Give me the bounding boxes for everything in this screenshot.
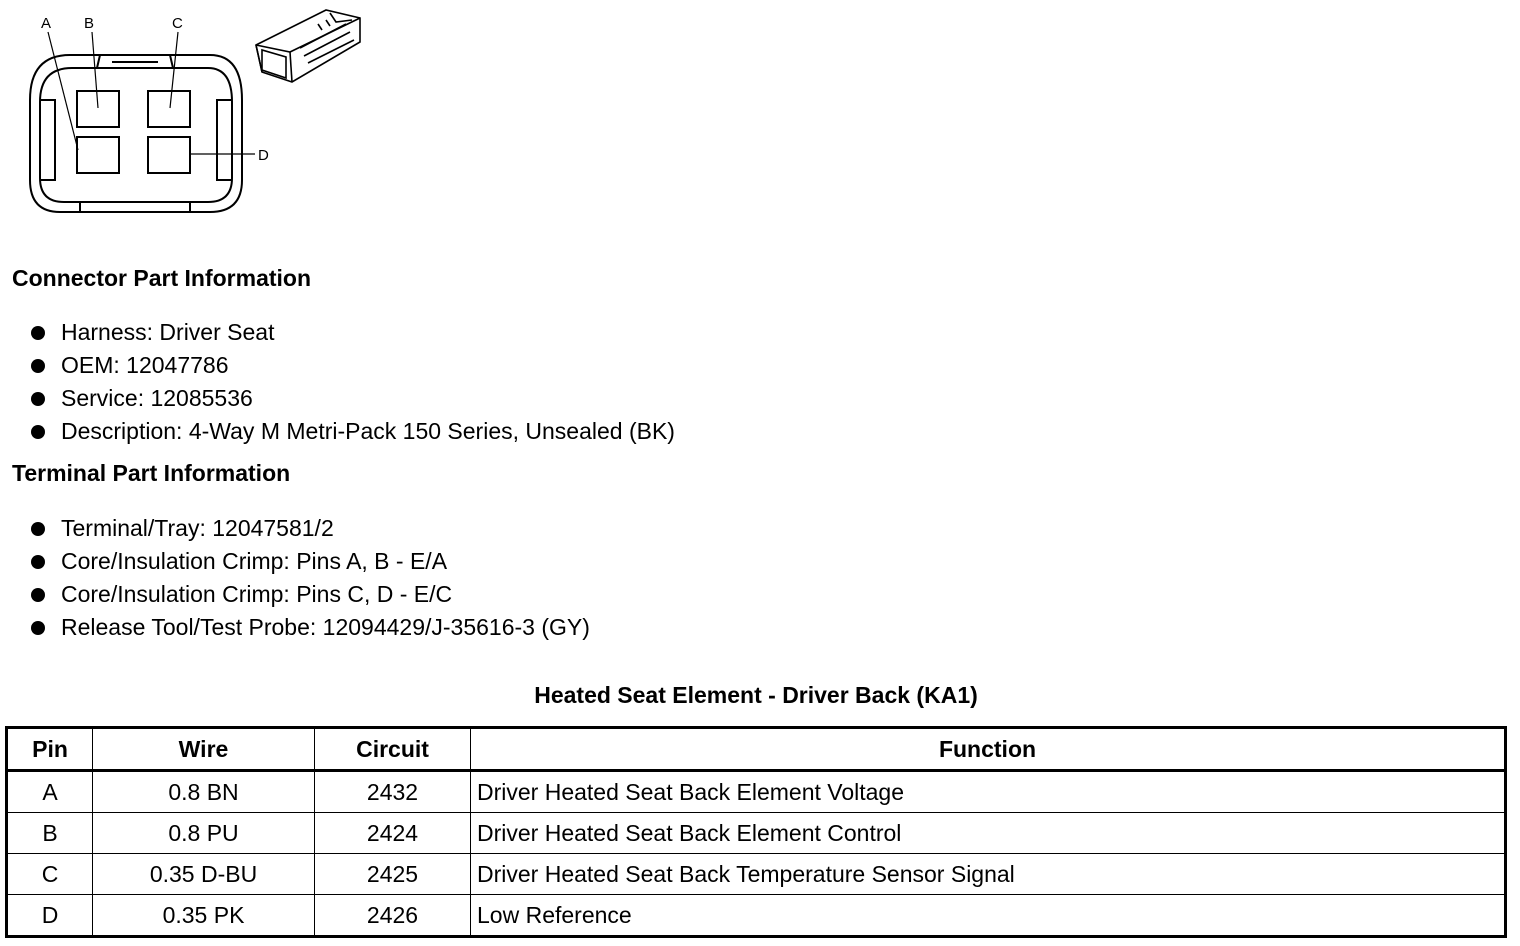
cell-pin: A [7,771,93,813]
connector-outer-shell [30,55,242,212]
bullet-icon [31,588,45,602]
bullet-icon [31,392,45,406]
list-item [30,512,590,545]
column-header-pin: Pin [7,728,93,771]
pin-table-title: Heated Seat Element - Driver Back (KA1) [534,682,978,708]
cell-function: Driver Heated Seat Back Element Voltage [471,771,1506,813]
bullet-icon [31,359,45,373]
list-item [30,382,675,415]
cell-wire: 0.8 BN [93,771,315,813]
connector-info-list [30,316,675,448]
cell-wire: 0.8 PU [93,813,315,854]
list-item [30,578,590,611]
cell-wire: 0.35 D-BU [93,854,315,895]
cell-function: Driver Heated Seat Back Element Control [471,813,1506,854]
connector-3d-icon [256,10,360,82]
list-item-text: Core/Insulation Crimp: Pins C, D - E/C [61,581,453,607]
connector-diagram [0,0,460,230]
pin-label-d: D [258,147,269,164]
cavity-d [148,137,190,173]
cell-pin: C [7,854,93,895]
connector-inner-shell [40,68,232,202]
cavity-a [77,91,119,127]
list-item-text: Harness: Driver Seat [61,319,275,345]
column-header-function: Function [471,728,1506,771]
table-row [7,895,1506,937]
cell-circuit: 2424 [315,813,471,854]
cell-circuit: 2425 [315,854,471,895]
list-item [30,545,590,578]
cell-pin: D [7,895,93,937]
column-header-wire: Wire [93,728,315,771]
table-header-row [7,728,1506,771]
table-row [7,854,1506,895]
list-item-text: Terminal/Tray: 12047581/2 [61,515,334,541]
list-item-text: Description: 4-Way M Metri-Pack 150 Series, Unsealed (BK) [61,418,675,444]
connector-info-heading: Connector Part Information [12,265,312,291]
cell-circuit: 2426 [315,895,471,937]
list-item [30,349,675,382]
list-item-text: Release Tool/Test Probe: 12094429/J-35616-3 (GY) [61,614,590,640]
cell-function: Driver Heated Seat Back Temperature Sensor Signal [471,854,1506,895]
list-item-text: OEM: 12047786 [61,352,229,378]
pin-label-c: C [172,15,183,32]
cell-function: Low Reference [471,895,1506,937]
list-item [30,316,675,349]
pin-table [5,726,1507,938]
list-item [30,415,675,448]
terminal-info-list [30,512,590,644]
list-item-text: Core/Insulation Crimp: Pins A, B - E/A [61,548,448,574]
leader-b [92,32,98,108]
leader-a [48,32,78,150]
cavity-b [148,91,190,127]
bullet-icon [31,522,45,536]
bullet-icon [31,425,45,439]
list-item [30,611,590,644]
pin-label-b: B [84,15,95,32]
list-item-text: Service: 12085536 [61,385,253,411]
leader-c [170,32,178,108]
terminal-info-heading: Terminal Part Information [12,460,291,486]
cell-wire: 0.35 PK [93,895,315,937]
cell-circuit: 2432 [315,771,471,813]
table-row [7,813,1506,854]
bullet-icon [31,621,45,635]
pin-label-a: A [41,15,52,32]
cavity-c [77,137,119,173]
column-header-circuit: Circuit [315,728,471,771]
bullet-icon [31,326,45,340]
cell-pin: B [7,813,93,854]
bullet-icon [31,555,45,569]
table-row [7,771,1506,813]
